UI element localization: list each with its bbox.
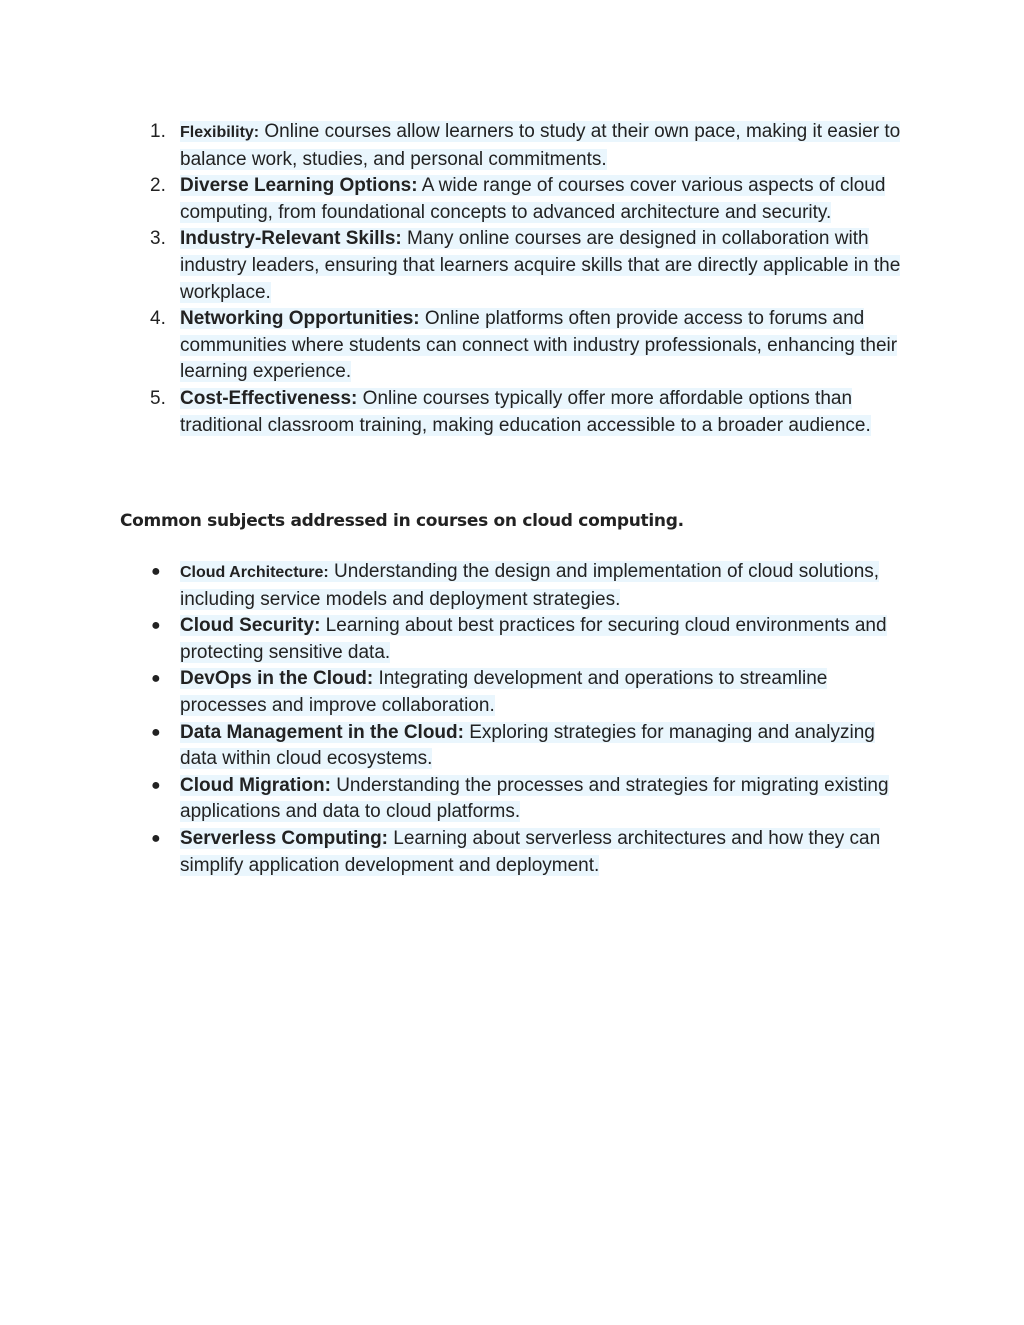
- bullet-icon: ●: [151, 617, 161, 635]
- list-item-text: A wide range of courses cover various aspects of cloud computing, from foundational concepts to advanced architecture and security.: [180, 175, 886, 223]
- list-number: 4.: [150, 308, 166, 330]
- list-item: [150, 306, 910, 386]
- benefits-list: [150, 119, 910, 439]
- list-item-highlight: [180, 228, 900, 302]
- list-item-term: Networking Opportunities:: [180, 308, 420, 330]
- list-item-term: DevOps in the Cloud:: [180, 668, 374, 690]
- list-item-highlight: [180, 722, 875, 770]
- list-item-highlight: [180, 308, 897, 382]
- list-item-term: Cloud Migration:: [180, 774, 331, 796]
- list-item: [150, 666, 910, 719]
- list-item: [150, 119, 910, 173]
- list-item: [150, 173, 910, 226]
- list-item-text: Online courses allow learners to study at their own pace, making it easier to balance work, studies, and personal commitments.: [180, 121, 901, 170]
- list-item-highlight: [180, 121, 900, 170]
- list-item-term: Flexibility:: [180, 124, 260, 141]
- list-item-text: Online courses typically offer more affordable options than traditional classroom training, making education accessible to a broader audience.: [180, 387, 871, 436]
- list-item: [150, 613, 910, 666]
- bullet-icon: ●: [151, 563, 161, 580]
- list-item-highlight: [180, 388, 871, 436]
- list-item-highlight: [180, 175, 885, 223]
- list-item-highlight: [180, 775, 889, 823]
- list-number: 3.: [150, 228, 166, 250]
- list-item-term: Cost-Effectiveness:: [180, 387, 358, 409]
- list-item: [150, 720, 910, 773]
- bullet-icon: ●: [151, 829, 161, 847]
- list-item-text: Online platforms often provide access to forums and communities where students can connect with industry professionals, enhancing their learning experience.: [180, 308, 898, 383]
- list-item-text: Understanding the processes and strategies for migrating existing applications and data to cloud platforms.: [180, 774, 889, 823]
- list-item-highlight: [180, 828, 880, 876]
- bullet-icon: ●: [151, 670, 161, 688]
- list-item-text: Learning about best practices for securing cloud environments and protecting sensitive data.: [180, 615, 887, 663]
- list-item-term: Cloud Architecture:: [180, 564, 329, 581]
- list-item-term: Data Management in the Cloud:: [180, 721, 464, 743]
- list-item: [150, 826, 910, 879]
- list-item: [150, 559, 910, 613]
- list-item-term: Serverless Computing:: [180, 827, 388, 849]
- subjects-list: [150, 559, 910, 879]
- bullet-icon: ●: [151, 723, 161, 741]
- list-number: 1.: [150, 121, 166, 142]
- list-item-highlight: [180, 615, 887, 663]
- list-item-highlight: [180, 668, 827, 716]
- list-item: [150, 386, 910, 439]
- list-item-text: Understanding the design and implementation of cloud solutions, including service models and deployment strategies.: [180, 561, 880, 610]
- list-item-text: Exploring strategies for managing and analyzing data within cloud ecosystems.: [180, 721, 875, 770]
- section-heading: Common subjects addressed in courses on cloud computing.: [120, 511, 684, 531]
- list-item-highlight: [180, 561, 879, 610]
- list-item-term: Industry-Relevant Skills:: [180, 228, 402, 250]
- list-item-text: Integrating development and operations to streamline processes and improve collaboration.: [180, 668, 828, 716]
- list-item-text: Many online courses are designed in collaboration with industry leaders, ensuring that learners acquire skills that are directly applicable in the workplace.: [180, 228, 901, 303]
- list-item-term: Diverse Learning Options:: [180, 175, 418, 197]
- list-item: [150, 226, 910, 306]
- list-number: 2.: [150, 175, 166, 197]
- list-item-text: Learning about serverless architectures and how they can simplify application development and deployment.: [180, 827, 881, 876]
- bullet-icon: ●: [151, 776, 161, 794]
- list-item-term: Cloud Security:: [180, 615, 321, 637]
- list-number: 5.: [150, 387, 166, 409]
- list-item: [150, 773, 910, 826]
